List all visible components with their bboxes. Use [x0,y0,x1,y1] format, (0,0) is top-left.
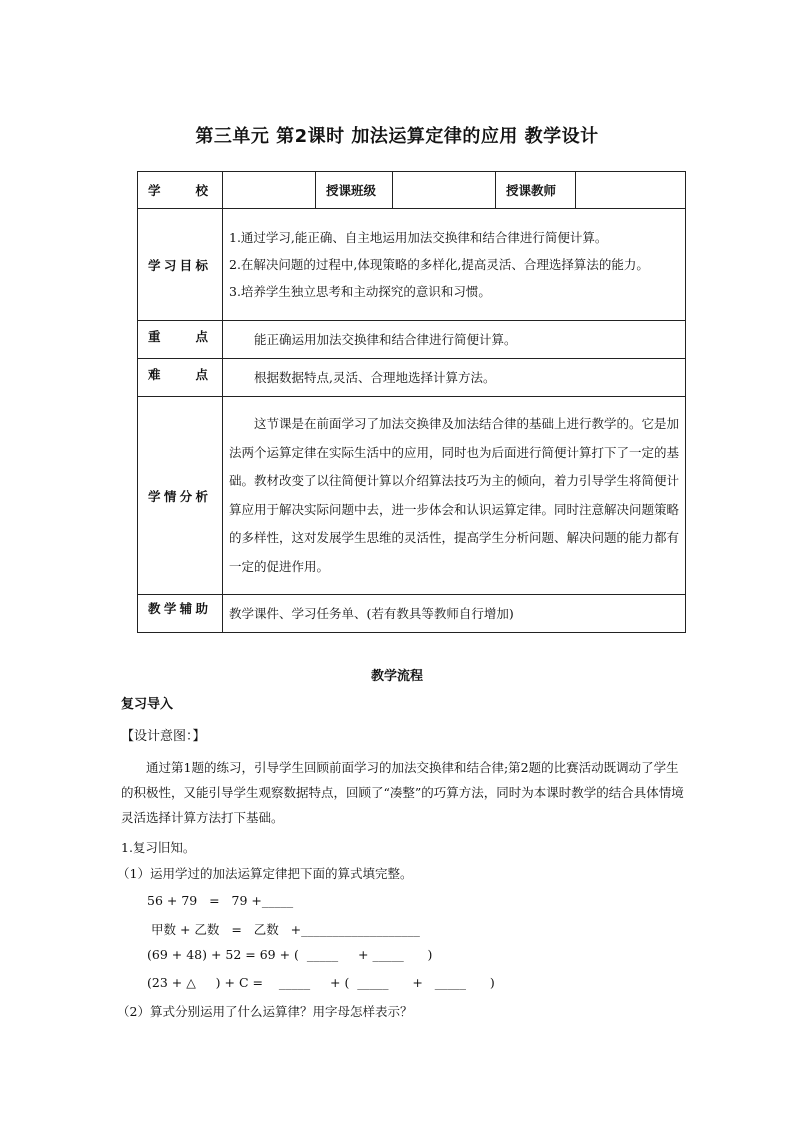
review-heading: 1.复习旧知。 [121,840,196,855]
lesson-info-table [137,171,686,633]
intent-label: 【设计意图：】 [121,729,206,744]
school-value[interactable] [223,172,316,209]
teacher-value[interactable] [576,172,686,209]
class-label: 授课班级 [316,172,393,209]
key-point-text: 能正确运用加法交换律和结合律进行简便计算。 [223,321,686,359]
goal-item: 1.通过学习,能正确、自主地运用加法交换律和结合律进行简便计算。 [229,230,608,245]
equation-2: 甲数 + 乙数 = 乙数 +___________________ [147,922,420,937]
goal-item: 2.在解决问题的过程中,体现策略的多样化,提高灵活、合理选择算法的能力。 [229,257,649,272]
equation-3: (69 + 48) + 52 = 69 + ( _____ + _____ ) [147,947,433,962]
intent-text: 通过第1题的练习，引导学生回顾前面学习的加法交换律和结合律;第2题的比赛活动既调动了学生的积极性，又能引导学生观察数据特点，回顾了“凑整”的巧算方法，同时为本课时教学的结合具体情境灵活选择计算方法打下基础。 [121,760,684,825]
teacher-label: 授课教师 [496,172,576,209]
section-heading: 复习导入 [121,697,174,712]
goals-cell [223,209,686,321]
school-label: 学 校 [138,172,223,209]
equation-1: 56 + 79 = 79 +_____ [147,893,294,908]
analysis-label: 学情分析 [138,397,223,595]
equation-4: (23 + △ ) + C = _____ + ( _____ + _____ ) [147,975,495,990]
question-1: （1）运用学过的加法运算定律把下面的算式填完整。 [117,866,413,881]
goal-item: 3.培养学生独立思考和主动探究的意识和习惯。 [229,284,491,299]
page-title: 第三单元 第2课时 加法运算定律的应用 教学设计 [195,126,599,147]
question-2: （2）算式分别运用了什么运算律？用字母怎样表示？ [117,1004,413,1019]
key-point-label: 重 点 [138,321,223,359]
difficult-point-text: 根据数据特点,灵活、合理地选择计算方法。 [223,359,686,397]
aids-label: 教学辅助 [138,595,223,633]
analysis-text: 这节课是在前面学习了加法交换律及加法结合律的基础上进行教学的。它是加法两个运算定律在实际生活中的应用，同时也为后面进行简便计算打下了一定的基础。教材改变了以往简便计算以介绍算法技巧为主的倾向，着力引导学生将简便计算应用于解决实际问题中去，进一步体会和认识运算定律。同时注意解决问题策略的多样性，这对发展学生思维的灵活性，提高学生分析问题、解决问题的能力都有一定的促进作用。 [223,397,686,595]
goals-label: 学习目标 [138,209,223,321]
aids-text: 教学课件、学习任务单、(若有教具等教师自行增加) [223,595,686,633]
difficult-point-label: 难 点 [138,359,223,397]
class-value[interactable] [393,172,496,209]
flow-title: 教学流程 [370,669,423,684]
